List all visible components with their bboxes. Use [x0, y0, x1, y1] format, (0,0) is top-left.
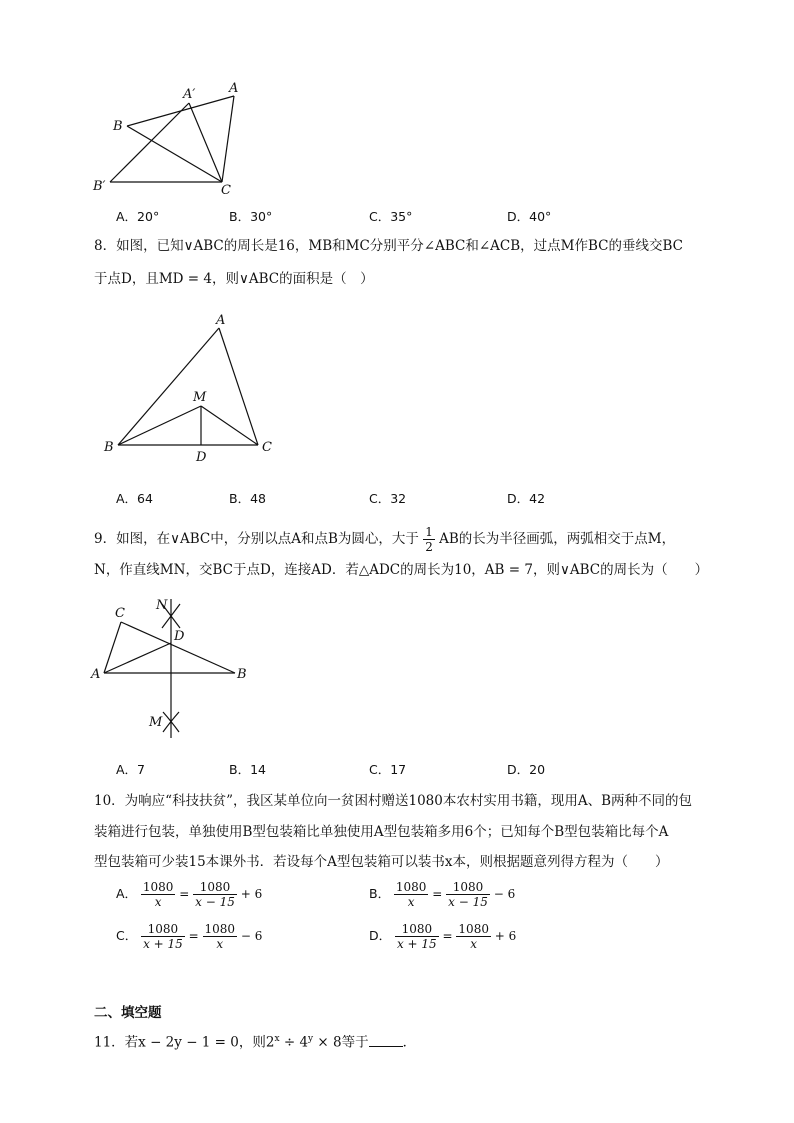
q10-a-n2: 1080: [193, 880, 237, 895]
q9-label-C: C: [115, 606, 125, 621]
q7-label-A: A: [229, 81, 239, 96]
q9-frac-den: 2: [425, 540, 433, 554]
q9-stem-part-b: AB的长为半径画弧，两弧相交于点M，: [439, 531, 676, 547]
q10-a-tail: + 6: [240, 887, 263, 901]
q10-a-frac-left: [141, 880, 176, 909]
q10-option-c-label: C．: [116, 928, 138, 943]
q10-option-a: [116, 880, 262, 909]
q10-b-n1: 1080: [395, 880, 427, 894]
q10-c-d1: x + 15: [143, 937, 183, 951]
q8-label-A: A: [216, 313, 226, 328]
q9-option-d: D．20: [507, 762, 546, 777]
q9-stem-part-a: 9．如图，在∨ABC中，分别以点A和点B为圆心，大于: [94, 531, 419, 547]
q10-c-d2: x: [216, 937, 224, 951]
q7-option-a: A．20°: [116, 209, 160, 224]
q10-option-c: [116, 922, 262, 951]
q9-label-D: D: [174, 629, 185, 644]
q8-label-B: B: [104, 440, 114, 455]
q7-label-C: C: [221, 183, 231, 198]
q10-b-n2: 1080: [446, 880, 490, 895]
q10-stem-line3: 型包装箱可少装15本课外书．若设每个A型包装箱可以装书x本，则根据题意列得方程为（ ）: [94, 854, 669, 870]
q10-d-frac-left: [395, 922, 439, 951]
q10-b-d1: x: [407, 895, 415, 909]
q10-option-d: [369, 922, 516, 951]
q9-seg-A-D: [104, 643, 171, 673]
q11-answer-blank[interactable]: [369, 1033, 403, 1047]
q7-figure: [85, 75, 255, 200]
q8-seg-A-C: [219, 328, 258, 445]
q10-a-frac-right: [193, 880, 237, 909]
q10-c-n1: 1080: [141, 922, 185, 937]
q11-part-b: × 8等于: [313, 1034, 369, 1051]
q7-option-c: C．35°: [369, 209, 413, 224]
q8-seg-M-C: [201, 406, 258, 445]
q10-option-b-label: B．: [369, 886, 391, 901]
q7-label-Ap: A′: [183, 87, 196, 102]
q7-option-b: B．30°: [229, 209, 273, 224]
q10-a-d1: x: [154, 895, 162, 909]
q11-sup-x: x: [274, 1034, 280, 1044]
q8-stem-line1: 8．如图，已知∨ABC的周长是16，MB和MC分别平分∠ABC和∠ACB，过点M作BC的垂线交BC: [94, 238, 683, 254]
q7-seg-Bp-Ap: [110, 103, 189, 182]
q11-part-c: ．: [402, 1034, 417, 1051]
q7-seg-A-C: [222, 96, 234, 182]
section-title-fill-in: 二、填空题: [94, 1005, 162, 1021]
q10-d-frac-right: [456, 922, 491, 951]
q10-stem-line1: 10．为响应“科技扶贫”，我区某单位向一贫困村赠送1080本农村实用书籍，现用A、B两种不同的包: [94, 793, 693, 809]
q9-frac-num: 1: [425, 525, 433, 539]
q8-label-C: C: [262, 440, 272, 455]
q10-stem-line2: 装箱进行包装，单独使用B型包装箱比单独使用A型包装箱多用6个；已知每个B型包装箱比每个A: [94, 824, 669, 840]
q7-label-Bp: B′: [93, 179, 106, 194]
q9-seg-C-A: [104, 622, 121, 673]
q11-mid: ÷ 4: [279, 1034, 309, 1051]
q11-part-a: 11．若x − 2y − 1 = 0，则2: [94, 1034, 275, 1051]
q7-seg-B-C: [127, 126, 222, 182]
q10-d-d1: x + 15: [396, 937, 437, 951]
q11-stem: [94, 1030, 416, 1052]
q10-b-frac-left: [394, 880, 429, 909]
q8-label-M: M: [193, 390, 207, 405]
q8-option-d: D．42: [507, 491, 546, 506]
q10-b-tail: − 6: [493, 887, 516, 901]
q8-figure: [98, 308, 288, 468]
q9-label-A: A: [91, 667, 101, 682]
q7-option-d: D．40°: [507, 209, 552, 224]
q9-label-N: N: [156, 598, 168, 613]
q10-b-equals: =: [432, 887, 443, 901]
q10-d-equals: =: [442, 929, 453, 943]
q10-option-a-label: A．: [116, 886, 138, 901]
q10-a-equals: =: [179, 887, 190, 901]
q9-option-b: B．14: [229, 762, 266, 777]
q10-c-n2: 1080: [204, 922, 236, 936]
q10-c-tail: − 6: [240, 929, 263, 943]
q10-b-d2: x − 15: [448, 895, 488, 909]
q8-label-D: D: [196, 450, 207, 465]
q8-option-c: C．32: [369, 491, 407, 506]
q10-b-frac-right: [446, 880, 490, 909]
q9-option-c: C．17: [369, 762, 407, 777]
q9-fraction-half: [423, 525, 435, 554]
q10-d-n1: 1080: [395, 922, 439, 937]
q7-seg-Ap-C: [189, 103, 222, 182]
q10-c-equals: =: [188, 929, 199, 943]
q9-label-B: B: [237, 667, 247, 682]
q10-a-n1: 1080: [142, 880, 174, 894]
q7-seg-B-A: [127, 96, 234, 126]
q10-c-frac-right: [203, 922, 238, 951]
q8-option-a: A．64: [116, 491, 153, 506]
q7-label-B: B: [113, 119, 123, 134]
q8-seg-B-M: [118, 406, 201, 445]
q9-figure: [88, 594, 258, 744]
q8-seg-B-A: [118, 328, 219, 445]
q10-option-b: [369, 880, 515, 909]
q9-option-a: A．7: [116, 762, 146, 777]
q8-option-b: B．48: [229, 491, 266, 506]
q9-stem-line1: [94, 525, 675, 554]
q9-stem-line2: N，作直线MN，交BC于点D，连接AD．若△ADC的周长为10，AB = 7，则∨ABC的周长为（ ）: [94, 562, 709, 578]
q10-d-n2: 1080: [458, 922, 489, 936]
q10-d-tail: + 6: [494, 929, 517, 943]
q10-option-d-label: D．: [369, 928, 392, 943]
q8-stem-line2: 于点D，且MD = 4，则∨ABC的面积是（ ）: [94, 271, 374, 287]
q10-c-frac-left: [141, 922, 185, 951]
q10-d-d2: x: [470, 937, 478, 951]
q10-a-d2: x − 15: [195, 895, 235, 909]
q11-sup-y: y: [308, 1034, 314, 1044]
q9-label-M: M: [149, 715, 163, 730]
